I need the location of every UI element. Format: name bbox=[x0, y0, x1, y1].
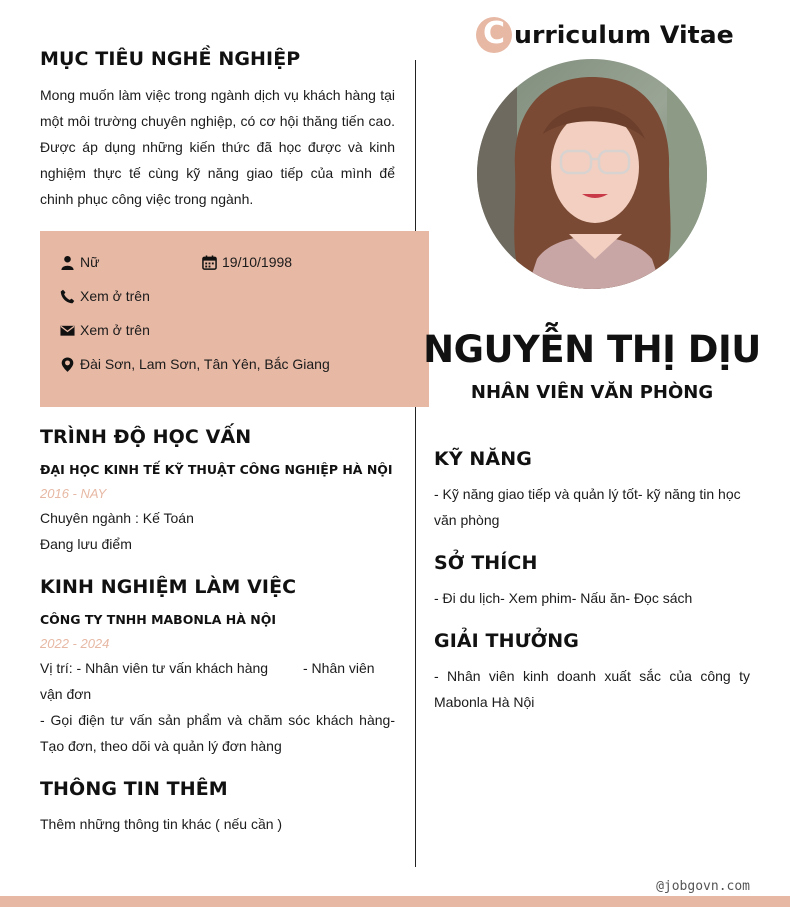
experience-company: CÔNG TY TNHH MABONLA HÀ NỘI bbox=[40, 612, 277, 627]
education-heading: TRÌNH ĐỘ HỌC VẤN bbox=[40, 426, 252, 448]
address-row bbox=[60, 356, 330, 372]
career-objective-text: Mong muốn làm việc trong ngành dịch vụ khách hàng tại một môi trường chuyên nghiệp, có cơ hội thăng tiến cao. Được áp dụng những kiến thức đã học được và kinh nghiệm thực tế cùng kỹ năng giao tiếp của mình để chinh phục công việc trong ngành. bbox=[40, 87, 395, 207]
education-major: Chuyên ngành : Kế Toán bbox=[40, 510, 194, 526]
education-school: ĐẠI HỌC KINH TẾ KỸ THUẬT CÔNG NGHIỆP HÀ NỘI bbox=[40, 462, 393, 477]
experience-position-second: - Nhân viên bbox=[303, 660, 375, 676]
experience-position-cont: vận đơn bbox=[40, 686, 92, 702]
column-divider bbox=[415, 60, 416, 867]
birthdate-row bbox=[202, 254, 292, 270]
mail-icon bbox=[60, 323, 75, 338]
awards-text: - Nhân viên kinh doanh xuất sắc của công ty Mabonla Hà Nội bbox=[434, 668, 750, 710]
footer-credit: @jobgovn.com bbox=[656, 879, 750, 894]
phone-row bbox=[60, 288, 150, 304]
experience-position: Vị trí: - Nhân viên tư vấn khách hàng bbox=[40, 660, 269, 676]
logo-text: urriculum Vitae bbox=[514, 21, 734, 49]
logo-badge bbox=[476, 17, 512, 53]
skills-heading: KỸ NĂNG bbox=[434, 448, 532, 470]
additional-text: Thêm những thông tin khác ( nếu cần ) bbox=[40, 816, 283, 832]
experience-duties: - Gọi điện tư vấn sản phẩm và chăm sóc khách hàng- Tạo đơn, theo dõi và quản lý đơn hàng bbox=[40, 712, 395, 754]
education-note: Đang lưu điểm bbox=[40, 536, 132, 552]
hobbies-text: - Đi du lịch- Xem phim- Nấu ăn- Đọc sách bbox=[434, 590, 693, 606]
hobbies-heading: SỞ THÍCH bbox=[434, 552, 538, 574]
location-pin-icon bbox=[60, 357, 75, 372]
career-objective-heading: MỤC TIÊU NGHỀ NGHIỆP bbox=[40, 48, 301, 70]
candidate-name: NGUYỄN THỊ DỊU bbox=[423, 328, 761, 371]
profile-photo bbox=[477, 59, 707, 289]
additional-heading: THÔNG TIN THÊM bbox=[40, 778, 228, 800]
logo-letter: C bbox=[482, 16, 506, 51]
address-value: Đài Sơn, Lam Sơn, Tân Yên, Bắc Giang bbox=[80, 356, 330, 372]
phone-icon bbox=[60, 289, 75, 304]
skills-text: - Kỹ năng giao tiếp và quản lý tốt- kỹ năng tin học văn phòng bbox=[434, 486, 741, 528]
birthdate-value: 19/10/1998 bbox=[222, 254, 293, 270]
cv-logo bbox=[476, 16, 734, 53]
footer-bar bbox=[0, 896, 790, 907]
experience-heading: KINH NGHIỆM LÀM VIỆC bbox=[40, 576, 297, 598]
education-years: 2016 - NAY bbox=[40, 486, 107, 501]
email-value: Xem ở trên bbox=[80, 322, 150, 338]
email-row bbox=[60, 322, 150, 338]
user-icon bbox=[60, 255, 75, 270]
candidate-role: NHÂN VIÊN VĂN PHÒNG bbox=[470, 382, 714, 403]
gender-value: Nữ bbox=[80, 254, 100, 270]
phone-value: Xem ở trên bbox=[80, 288, 150, 304]
gender-row bbox=[60, 254, 99, 270]
calendar-icon bbox=[202, 255, 217, 270]
awards-heading: GIẢI THƯỞNG bbox=[434, 630, 579, 652]
experience-years: 2022 - 2024 bbox=[40, 636, 110, 651]
